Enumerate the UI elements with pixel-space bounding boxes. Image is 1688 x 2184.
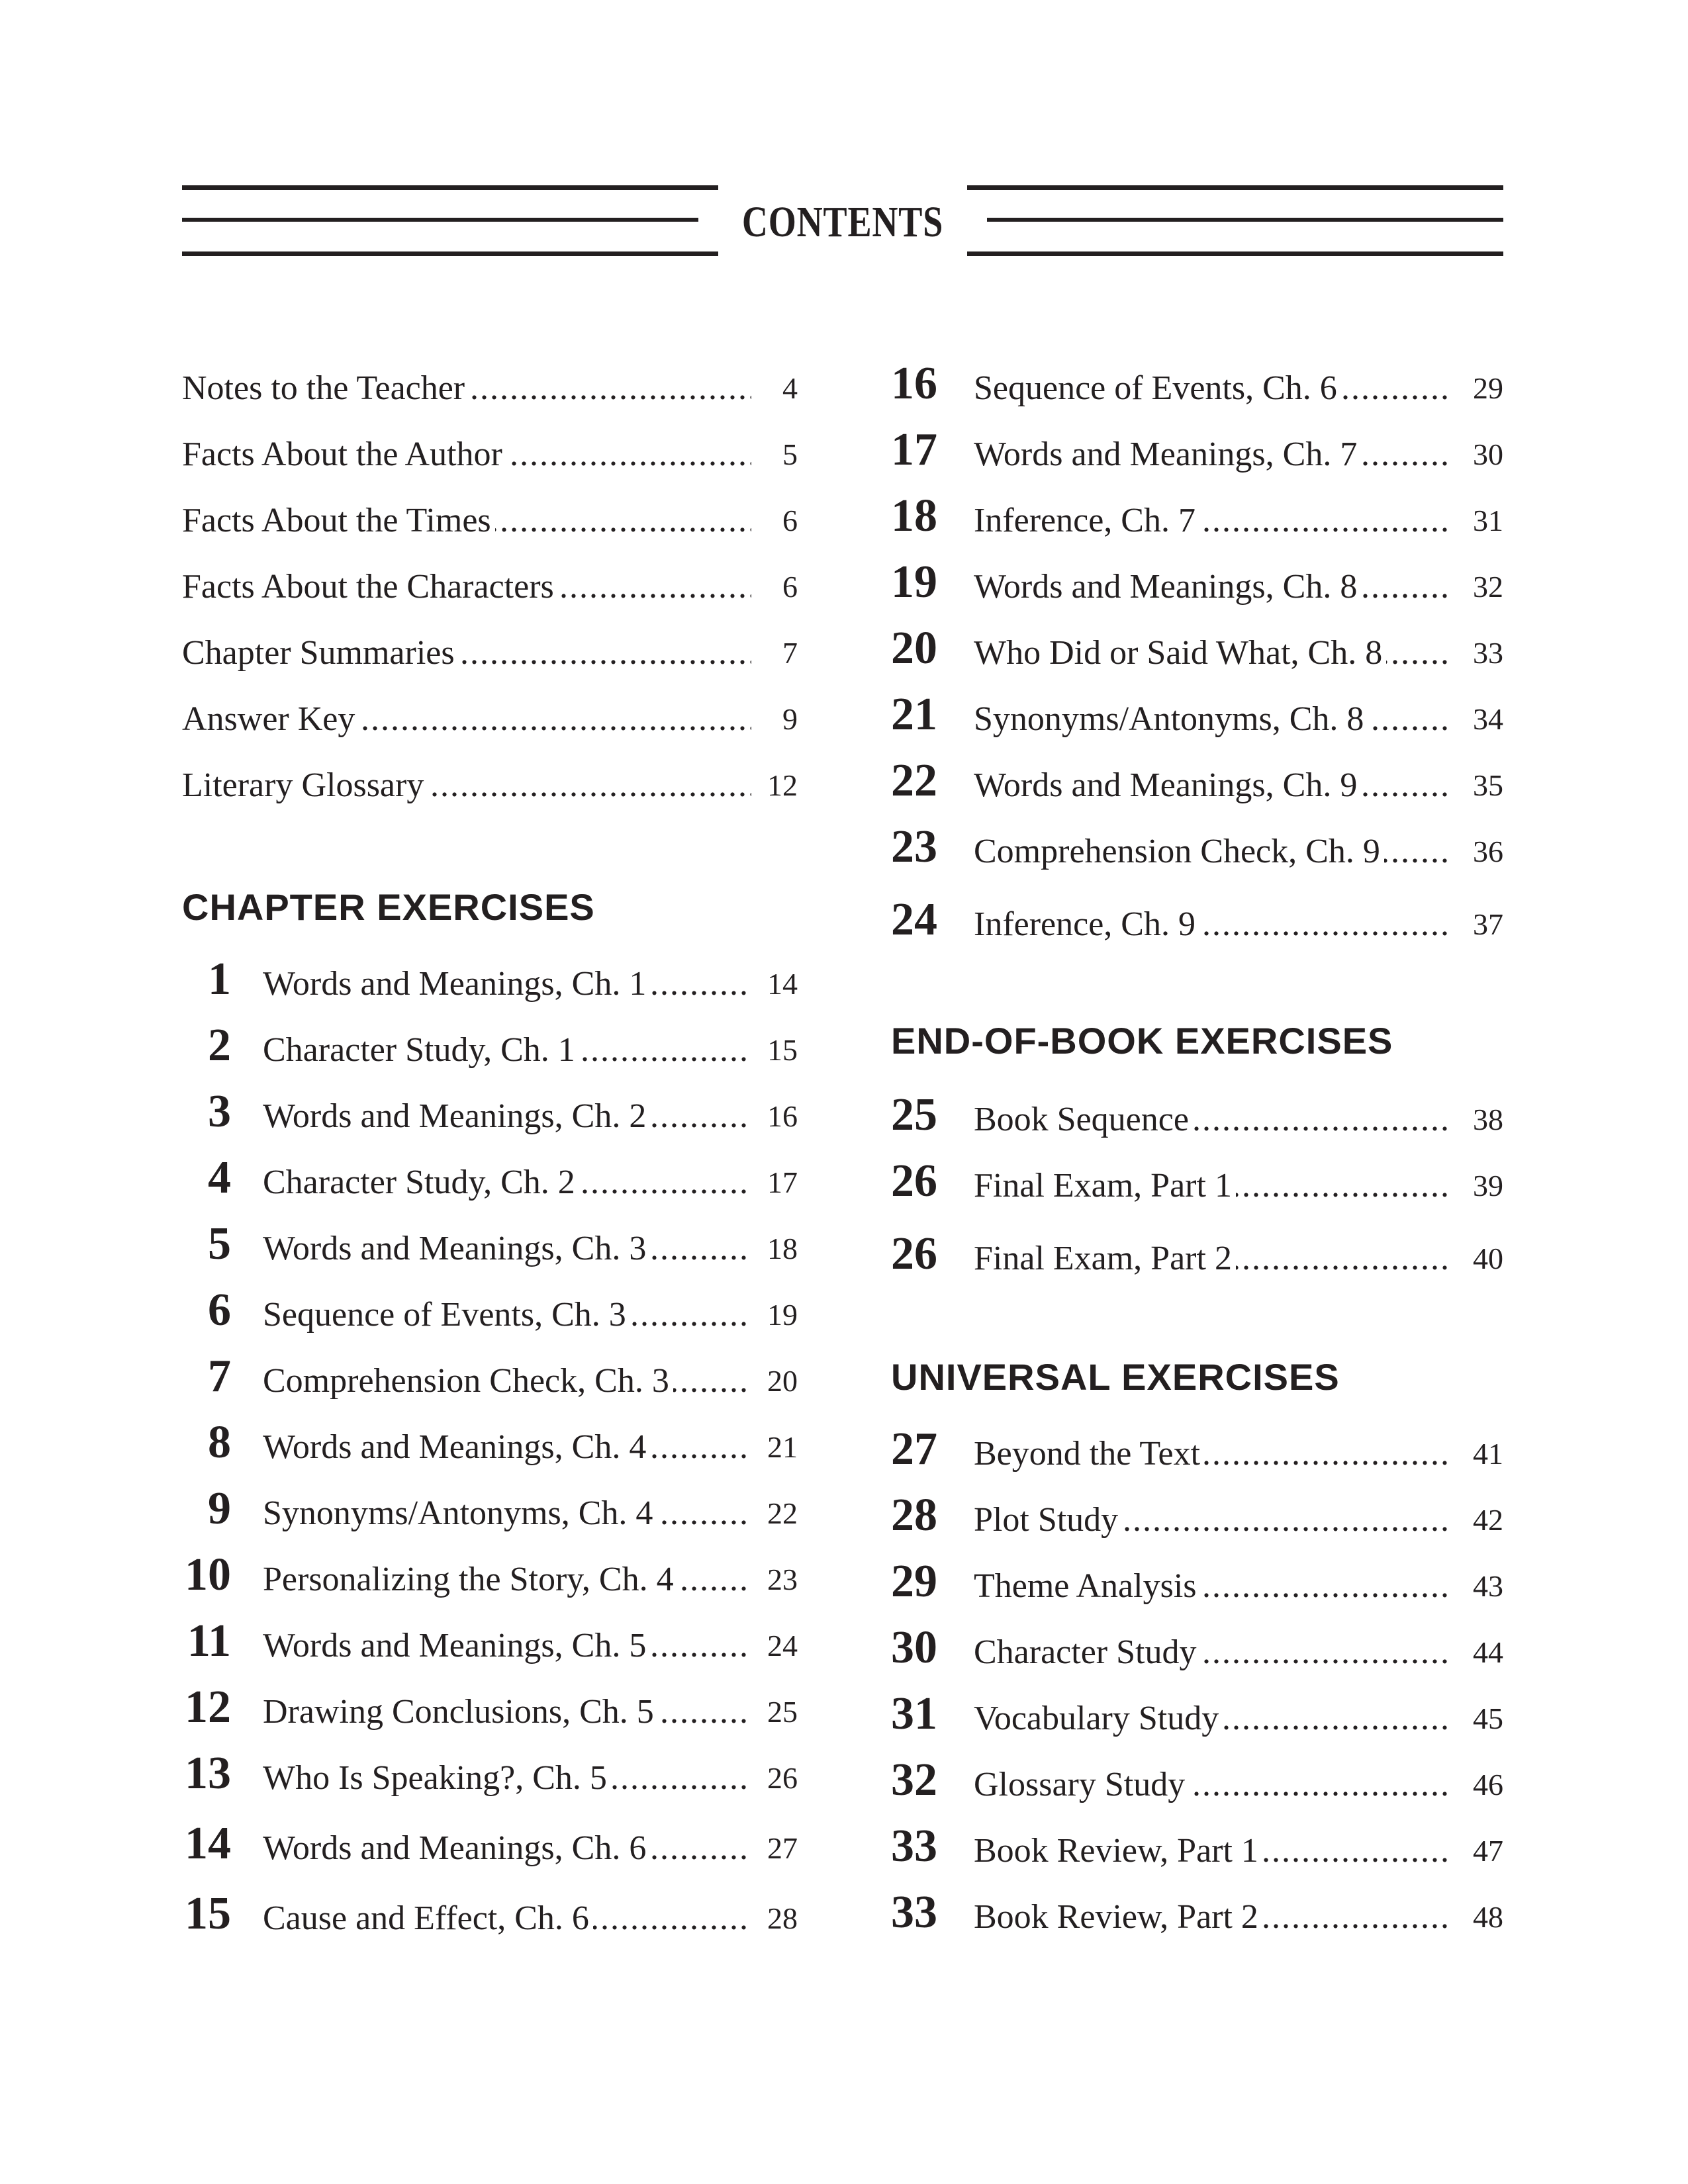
toc-entry-page: 12 [767, 768, 798, 802]
toc-entry-title: Character Study, Ch. 1 [263, 1031, 579, 1069]
exercise-number: 32 [891, 1754, 937, 1805]
toc-entry-title: Words and Meanings, Ch. 4 [263, 1428, 650, 1466]
toc-entry-title: Notes to the Teacher [182, 369, 469, 407]
toc-entry-title: Character Study [974, 1633, 1200, 1671]
toc-entry-page: 46 [1473, 1768, 1503, 1801]
toc-entry-page: 6 [782, 570, 798, 604]
toc-entry[interactable] [182, 1888, 798, 1940]
exercise-number: 7 [208, 1351, 231, 1402]
toc-entry-title: Words and Meanings, Ch. 6 [263, 1829, 650, 1867]
toc-entry-page: 26 [767, 1761, 798, 1795]
toc-entry-title: Chapter Summaries [182, 634, 459, 672]
toc-entry[interactable] [891, 357, 1503, 410]
toc-entry-title: Answer Key [182, 700, 359, 738]
toc-entry-title: Theme Analysis [974, 1567, 1201, 1605]
exercise-number: 13 [185, 1748, 231, 1799]
exercise-number: 26 [891, 1228, 937, 1279]
exercise-number: 20 [891, 623, 937, 674]
toc-entry-page: 25 [767, 1695, 798, 1729]
toc-entry-page: 7 [782, 636, 798, 670]
exercise-number: 6 [208, 1285, 231, 1336]
exercise-number: 33 [891, 1887, 937, 1938]
toc-entry-page: 14 [767, 967, 798, 1001]
toc-entry-title: Facts About the Characters [182, 568, 558, 606]
toc-entry-title: Cause and Effect, Ch. 6 [263, 1899, 593, 1937]
exercise-number: 22 [891, 755, 937, 806]
toc-entry[interactable] [891, 893, 1503, 946]
section-heading-chapter-exercises: CHAPTER EXERCISES [182, 886, 595, 928]
toc-entry-page: 37 [1473, 907, 1503, 941]
section-heading-universal-exercises: UNIVERSAL EXERCISES [891, 1356, 1340, 1398]
toc-entry[interactable] [182, 1416, 798, 1469]
toc-entry[interactable] [182, 1681, 798, 1734]
toc-entry-page: 22 [767, 1496, 798, 1530]
toc-entry[interactable] [891, 490, 1503, 543]
toc-entry[interactable] [182, 688, 798, 741]
toc-entry[interactable] [182, 424, 798, 477]
toc-entry-title: Glossary Study [974, 1766, 1189, 1803]
toc-entry[interactable] [182, 1747, 798, 1800]
toc-entry[interactable] [182, 1549, 798, 1602]
toc-entry[interactable] [891, 1228, 1503, 1281]
toc-entry-title: Words and Meanings, Ch. 2 [263, 1097, 650, 1135]
toc-entry[interactable] [182, 1482, 798, 1535]
toc-entry-page: 39 [1473, 1169, 1503, 1203]
toc-entry-page: 9 [782, 702, 798, 736]
toc-entry-page: 29 [1473, 371, 1503, 405]
toc-entry-title: Words and Meanings, Ch. 9 [974, 766, 1361, 804]
exercise-number: 10 [185, 1549, 231, 1600]
exercise-number: 16 [891, 358, 937, 409]
toc-entry-page: 4 [782, 371, 798, 405]
toc-entry[interactable] [182, 1019, 798, 1072]
toc-entry-title: Synonyms/Antonyms, Ch. 8 [974, 700, 1368, 738]
toc-entry-page: 42 [1473, 1503, 1503, 1537]
toc-entry-title: Beyond the Text [974, 1435, 1204, 1473]
exercise-number: 3 [208, 1086, 231, 1137]
exercise-number: 14 [185, 1818, 231, 1869]
toc-entry[interactable] [182, 1350, 798, 1403]
toc-entry[interactable] [182, 1615, 798, 1668]
toc-entry[interactable] [182, 556, 798, 609]
exercise-number: 4 [208, 1152, 231, 1203]
toc-entry-page: 6 [782, 504, 798, 537]
toc-entry[interactable] [182, 1218, 798, 1271]
exercise-number: 9 [208, 1483, 231, 1534]
toc-entry-title: Facts About the Author [182, 435, 506, 473]
toc-entry-page: 32 [1473, 570, 1503, 604]
toc-entry[interactable] [182, 357, 798, 410]
exercise-number: 5 [208, 1218, 231, 1269]
toc-entry-title: Sequence of Events, Ch. 6 [974, 369, 1341, 407]
toc-entry-title: Drawing Conclusions, Ch. 5 [263, 1693, 658, 1731]
exercise-number: 18 [891, 490, 937, 541]
toc-entry[interactable] [891, 1489, 1503, 1542]
divider [182, 251, 718, 256]
toc-entry-page: 31 [1473, 504, 1503, 537]
toc-entry-page: 47 [1473, 1834, 1503, 1868]
toc-entry-page: 38 [1473, 1103, 1503, 1136]
header-rules-right [967, 185, 1503, 258]
toc-entry-title: Final Exam, Part 2 [974, 1240, 1236, 1277]
toc-entry[interactable] [182, 1085, 798, 1138]
toc-entry-page: 21 [767, 1430, 798, 1464]
toc-entry-page: 41 [1473, 1437, 1503, 1471]
toc-entry[interactable] [182, 1152, 798, 1205]
toc-entry-title: Facts About the Times [182, 502, 495, 539]
toc-entry-title: Inference, Ch. 9 [974, 905, 1199, 943]
toc-entry[interactable] [891, 1555, 1503, 1608]
toc-entry-page: 45 [1473, 1702, 1503, 1735]
divider [182, 185, 718, 190]
toc-entry[interactable] [891, 1621, 1503, 1674]
exercise-number: 31 [891, 1688, 937, 1739]
toc-entry[interactable] [891, 1886, 1503, 1939]
toc-entry-page: 34 [1473, 702, 1503, 736]
exercise-number: 15 [185, 1888, 231, 1939]
section-heading-end-of-book-exercises: END-OF-BOOK EXERCISES [891, 1020, 1393, 1062]
exercise-number: 25 [891, 1089, 937, 1140]
toc-entry-title: Inference, Ch. 7 [974, 502, 1199, 539]
toc-entry-title: Words and Meanings, Ch. 7 [974, 435, 1361, 473]
toc-entry-page: 16 [767, 1099, 798, 1133]
divider [967, 185, 1503, 190]
toc-entry-page: 5 [782, 437, 798, 471]
toc-entry[interactable] [891, 1423, 1503, 1476]
toc-entry[interactable] [182, 754, 798, 807]
toc-entry-title: Personalizing the Story, Ch. 4 [263, 1561, 678, 1598]
toc-entry[interactable] [182, 953, 798, 1006]
exercise-number: 30 [891, 1622, 937, 1673]
toc-entry[interactable] [182, 490, 798, 543]
exercise-number: 28 [891, 1490, 937, 1541]
toc-entry-title: Who Did or Said What, Ch. 8 [974, 634, 1386, 672]
toc-entry-title: Synonyms/Antonyms, Ch. 4 [263, 1494, 657, 1532]
toc-entry-page: 48 [1473, 1900, 1503, 1934]
exercise-number: 17 [891, 424, 937, 475]
exercise-number: 1 [208, 954, 231, 1005]
toc-entry-page: 33 [1473, 636, 1503, 670]
toc-entry[interactable] [891, 1155, 1503, 1208]
toc-entry-title: Words and Meanings, Ch. 3 [263, 1230, 650, 1267]
toc-entry[interactable] [891, 688, 1503, 741]
toc-entry-title: Book Sequence [974, 1101, 1193, 1138]
toc-entry[interactable] [891, 1089, 1503, 1142]
toc-entry[interactable] [891, 424, 1503, 477]
toc-entry-title: Book Review, Part 2 [974, 1898, 1262, 1936]
toc-entry-title: Who Is Speaking?, Ch. 5 [263, 1759, 611, 1797]
toc-entry[interactable] [891, 622, 1503, 675]
toc-entry-page: 24 [767, 1629, 798, 1662]
toc-entry[interactable] [891, 556, 1503, 609]
toc-entry-title: Plot Study [974, 1501, 1122, 1539]
exercise-number: 19 [891, 557, 937, 608]
exercise-number: 11 [187, 1615, 231, 1666]
toc-entry-title: Book Review, Part 1 [974, 1832, 1262, 1870]
toc-entry-page: 30 [1473, 437, 1503, 471]
toc-entry[interactable] [182, 1817, 798, 1870]
toc-entry-page: 36 [1473, 835, 1503, 868]
toc-entry-page: 23 [767, 1563, 798, 1596]
exercise-number: 29 [891, 1556, 937, 1607]
toc-entry[interactable] [182, 1284, 798, 1337]
exercise-number: 27 [891, 1424, 937, 1475]
toc-entry-title: Words and Meanings, Ch. 5 [263, 1627, 650, 1664]
toc-entry-page: 44 [1473, 1635, 1503, 1669]
toc-entry-page: 35 [1473, 768, 1503, 802]
toc-entry-page: 28 [767, 1901, 798, 1935]
page-title: CONTENTS [741, 198, 944, 246]
toc-entry-title: Comprehension Check, Ch. 3 [263, 1362, 673, 1400]
toc-entry-page: 27 [767, 1831, 798, 1865]
toc-entry[interactable] [891, 821, 1503, 874]
exercise-number: 12 [185, 1682, 231, 1733]
toc-entry-title: Final Exam, Part 1 [974, 1167, 1236, 1205]
toc-entry[interactable] [891, 1754, 1503, 1807]
exercise-number: 21 [891, 689, 937, 740]
divider [987, 218, 1503, 222]
toc-entry-title: Literary Glossary [182, 766, 428, 804]
toc-entry-page: 18 [767, 1232, 798, 1265]
toc-entry-page: 15 [767, 1033, 798, 1067]
toc-entry-page: 20 [767, 1364, 798, 1398]
toc-entry[interactable] [891, 754, 1503, 807]
exercise-number: 24 [891, 894, 937, 945]
exercise-number: 26 [891, 1156, 937, 1206]
exercise-number: 8 [208, 1417, 231, 1468]
toc-entry-title: Comprehension Check, Ch. 9 [974, 833, 1384, 870]
exercise-number: 2 [208, 1020, 231, 1071]
toc-entry-page: 43 [1473, 1569, 1503, 1603]
toc-entry-title: Sequence of Events, Ch. 3 [263, 1296, 630, 1334]
exercise-number: 33 [891, 1821, 937, 1872]
toc-entry-page: 17 [767, 1165, 798, 1199]
toc-entry-page: 19 [767, 1298, 798, 1332]
toc-entry-title: Words and Meanings, Ch. 1 [263, 965, 650, 1003]
toc-entry[interactable] [182, 622, 798, 675]
toc-entry-page: 40 [1473, 1242, 1503, 1275]
toc-entry-title: Words and Meanings, Ch. 8 [974, 568, 1361, 606]
exercise-number: 23 [891, 821, 937, 872]
toc-entry[interactable] [891, 1688, 1503, 1741]
contents-header [182, 185, 1503, 258]
divider [967, 251, 1503, 256]
toc-entry-title: Vocabulary Study [974, 1700, 1223, 1737]
toc-entry[interactable] [891, 1820, 1503, 1873]
toc-entry-title: Character Study, Ch. 2 [263, 1163, 579, 1201]
